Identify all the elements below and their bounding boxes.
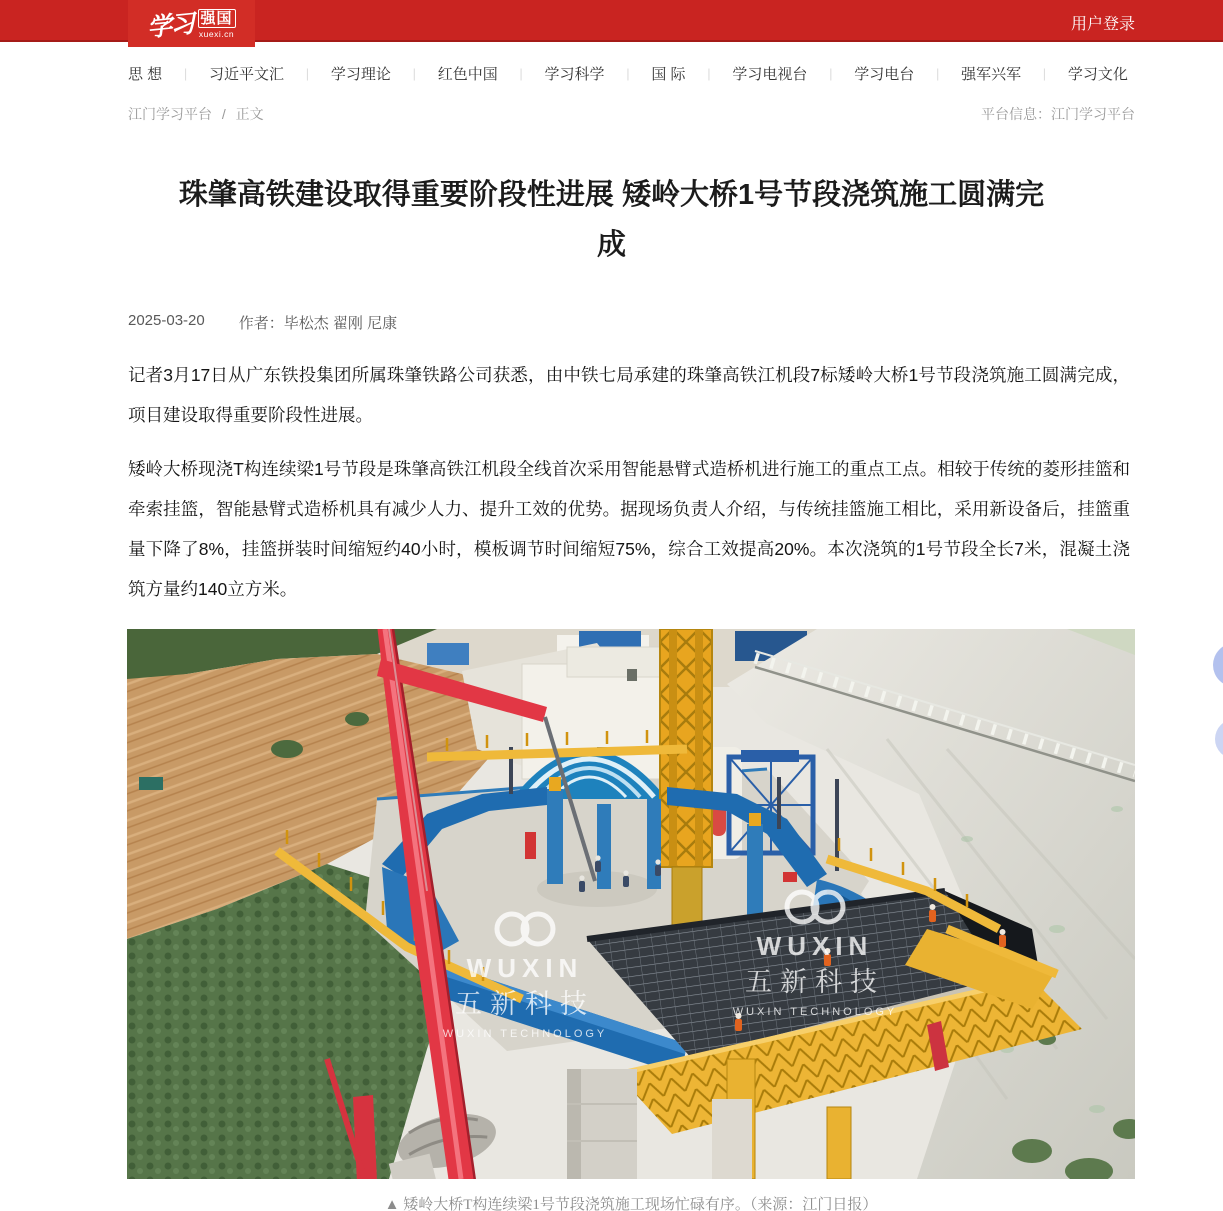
nav-separator: |: [829, 65, 833, 81]
nav-separator: |: [626, 65, 630, 81]
nav-item-xxkx[interactable]: 学习科学: [544, 65, 605, 83]
nav-separator: |: [305, 65, 310, 81]
breadcrumb-platform-link[interactable]: 江门学习平台: [128, 106, 212, 122]
watermark-subtitle: WUXIN TECHNOLOGY: [732, 1006, 898, 1018]
nav-item-guoji[interactable]: 国 际: [651, 65, 686, 83]
breadcrumb: [128, 104, 270, 124]
paragraph-2: 矮岭大桥现浇T构连续梁1号节段是珠肇高铁江机段全线首次采用智能悬臂式造桥机进行施工的重点工点。相较于传统的菱形挂篮和牵索挂篮，智能悬臂式造桥机具有减少人力、提升工效的优势。据现场负责人介绍，与传统挂篮施工相比，采用新设备后，挂篮重量下降了8%，挂篮拼装时间缩短约40小时，模板调节时间缩短75%，综合工效提高20%。本次浇筑的1号节段全长7米，混凝土浇筑方量约140立方米。: [128, 459, 1130, 599]
nav-item-xxll[interactable]: 学习理论: [330, 65, 391, 83]
platform-info: 平台信息：江门学习平台: [981, 106, 1135, 122]
nav-item-xxdt[interactable]: 学习电台: [854, 65, 915, 83]
nav-separator: |: [935, 65, 940, 81]
nav-separator: |: [1042, 65, 1047, 81]
logo-block-text: 强国: [198, 9, 236, 28]
paragraph-1: 记者3月17日从广东铁投集团所属珠肇铁路公司获悉，由中铁七局承建的珠肇高铁江机段7标矮岭大桥1号节段浇筑施工圆满完成，项目建设取得重要阶段性进展。: [128, 365, 1130, 425]
construction-site-photo: [127, 629, 1135, 1179]
watermark-brand: WUXIN: [466, 953, 584, 983]
logo-block-column: [198, 9, 236, 39]
logo-script-text: 学习: [146, 10, 196, 42]
main-nav: [128, 55, 1128, 91]
watermark-subtitle: WUXIN TECHNOLOGY: [442, 1028, 608, 1040]
article-body: [128, 355, 1130, 609]
article-date: 2025-03-20: [128, 312, 205, 329]
watermark-brand-cn: 五新科技: [745, 967, 885, 997]
nav-item-xxdst[interactable]: 学习电视台: [732, 65, 808, 83]
nav-separator: |: [183, 65, 188, 81]
article-meta: [128, 312, 1223, 333]
watermark-brand-cn: 五新科技: [455, 989, 595, 1019]
photo-caption: ▲ 矮岭大桥T构连续梁1号节段浇筑施工现场忙碌有序。（来源：江门日报）: [384, 1197, 878, 1211]
breadcrumb-row: [128, 104, 1135, 124]
article-title: 珠肇高铁建设取得重要阶段性进展 矮岭大桥1号节段浇筑施工圆满完成: [178, 179, 1045, 261]
nav-separator: |: [412, 65, 416, 81]
nav-item-sixiang[interactable]: 思 想: [128, 65, 163, 83]
nav-separator: |: [519, 65, 523, 81]
nav-separator: |: [707, 65, 711, 81]
article-photo: [127, 629, 1135, 1179]
breadcrumb-current: 正文: [235, 106, 264, 122]
nav-item-qjxj[interactable]: 强军兴军: [961, 65, 1022, 83]
nav-item-hszg[interactable]: 红色中国: [437, 65, 498, 83]
logo-domain: xuexi.cn: [198, 28, 235, 39]
user-login-link[interactable]: 用户登录: [1070, 16, 1135, 33]
breadcrumb-divider: /: [221, 106, 226, 122]
nav-item-xxwh[interactable]: 学习文化: [1067, 65, 1128, 83]
article-authors: 作者：毕松杰 翟刚 尼康: [238, 315, 398, 332]
article: [0, 140, 1223, 1211]
watermark-brand: WUXIN: [756, 931, 874, 961]
xuexi-logo[interactable]: [128, 0, 255, 47]
nav-item-xjpwh[interactable]: 习近平文汇: [209, 65, 285, 83]
